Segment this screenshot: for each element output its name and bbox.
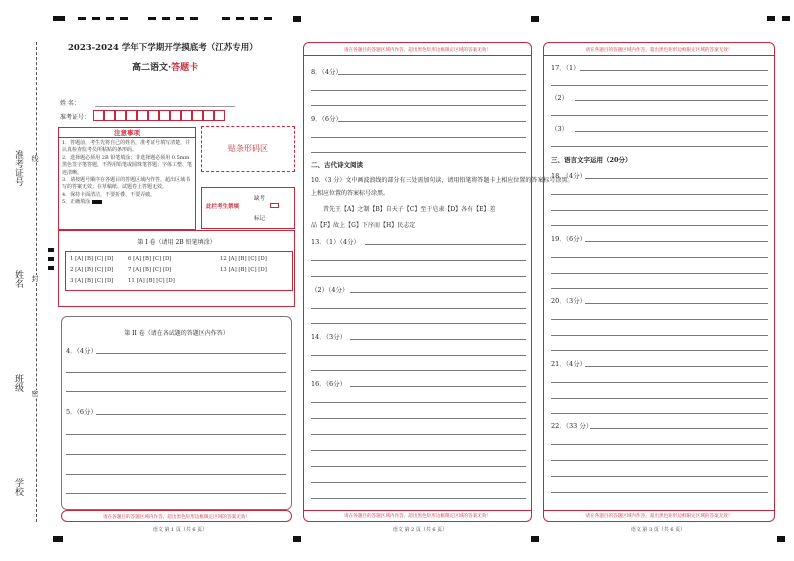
question-10-line1: 10．（3 分）文中画波浪线的部分有三处需加句读，请用铅笔将答题卡上相应位置的答案标号涂黑。 xyxy=(311,177,574,184)
id-digit-box[interactable] xyxy=(181,110,192,121)
page3-panel xyxy=(543,42,775,522)
answer-line[interactable] xyxy=(551,398,768,399)
bubble-q13[interactable]: 13 [A] [B] [C] [D] xyxy=(220,267,267,273)
question-label-13-2: （2）（4分） xyxy=(311,286,349,294)
answer-line[interactable] xyxy=(311,370,526,371)
absent-box xyxy=(201,187,295,229)
side-label-school: 学校 xyxy=(13,478,23,496)
answer-line[interactable] xyxy=(96,414,286,415)
answer-line[interactable] xyxy=(585,366,768,367)
page2-top-note: 请在各题目的答题区域内作答，超出黑色矩形边框限定区域的答案无效！ xyxy=(343,48,491,53)
answer-line[interactable] xyxy=(585,241,768,242)
question-label-19: 19．（6分） xyxy=(551,235,587,243)
bubble-q1[interactable]: 1 [A] [B] [C] [D] xyxy=(70,256,114,262)
timing-mark xyxy=(222,17,230,20)
answer-line[interactable] xyxy=(311,402,526,403)
name-label: 姓 名： xyxy=(60,100,80,107)
question-label-8: 8．（4分） xyxy=(311,68,343,76)
registration-mark xyxy=(293,536,301,542)
question-label-18: 18．（4分） xyxy=(551,172,587,180)
timing-mark xyxy=(190,17,198,20)
absent-col2: 标记 xyxy=(254,216,266,222)
question-10-line2: 上相应位置的答案标号涂黑。 xyxy=(311,190,390,197)
id-digit-box[interactable] xyxy=(93,110,104,121)
question-label-21: 21．（4分） xyxy=(551,360,587,368)
timing-mark xyxy=(236,17,244,20)
registration-mark xyxy=(48,257,54,261)
answer-line[interactable] xyxy=(311,355,526,356)
registration-mark xyxy=(53,16,65,21)
id-digit-box[interactable] xyxy=(192,110,203,121)
answer-line[interactable] xyxy=(66,391,286,392)
notice-item: 1．答题前，考生先将自己的姓名，准考证号填写清楚，并认真检查监考员所粘贴的条形码。 xyxy=(62,140,191,154)
id-digit-box[interactable] xyxy=(137,110,148,121)
answer-line[interactable] xyxy=(551,492,768,493)
question-label-9: 9．（6分） xyxy=(311,115,343,123)
answer-line[interactable] xyxy=(311,434,526,435)
absent-label: 此栏考生禁填 xyxy=(206,204,240,210)
bubble-q7[interactable]: 7 [A] [B] [C] [D] xyxy=(128,267,172,273)
bubble-q12[interactable]: 12 [A] [B] [C] [D] xyxy=(220,256,267,262)
page3-bottom-divider xyxy=(543,510,775,511)
notice-item: 2．选择题必须用 2B 铅笔填涂；非选择题必须用 0.5mm 黑色签字笔答题，不得用铅笔或圆珠笔答题；字体工整、笔迹清晰。 xyxy=(62,154,193,176)
answer-line[interactable] xyxy=(551,413,768,414)
question-label-4: 4．（4分） xyxy=(66,347,98,355)
side-label-line: 线 xyxy=(31,155,39,162)
id-digit-box[interactable] xyxy=(203,110,214,121)
barcode-area xyxy=(201,126,295,172)
answer-line[interactable] xyxy=(551,476,768,477)
question-10-text xyxy=(311,174,574,232)
timing-mark xyxy=(264,17,272,20)
answer-line[interactable] xyxy=(350,339,526,340)
page3-top-note: 请在各题目的答题区域内作答，超出黑色矩形边框限定区域的答案无效！ xyxy=(585,48,733,53)
page1-footer: 语文 第 1 页（共 6 页） xyxy=(152,527,208,533)
registration-mark xyxy=(531,536,539,542)
side-label-name: 姓名 xyxy=(13,270,23,288)
answer-line[interactable] xyxy=(311,450,526,451)
question-label-14: 14．（3分） xyxy=(311,333,347,341)
timing-mark xyxy=(78,17,86,20)
side-label-seal: 封 xyxy=(31,275,39,282)
answer-line[interactable] xyxy=(551,319,768,320)
answer-line[interactable] xyxy=(66,454,286,455)
question-label-22: 22．（33 分） xyxy=(551,422,593,430)
id-digit-box[interactable] xyxy=(126,110,137,121)
barcode-label: 贴条形码区 xyxy=(228,144,268,153)
page3-top-divider xyxy=(543,55,775,56)
question-label-16: 16．（6分） xyxy=(311,380,347,388)
answer-line[interactable] xyxy=(338,121,526,122)
side-label-dense: 密 xyxy=(31,390,39,397)
id-digit-box[interactable] xyxy=(159,110,170,121)
filled-bubble-sample xyxy=(92,200,102,204)
answer-line[interactable] xyxy=(551,273,768,274)
question-label-5: 5．（6分） xyxy=(66,408,98,416)
bubble-q2[interactable]: 2 [A] [B] [C] [D] xyxy=(70,267,114,273)
answer-line[interactable] xyxy=(338,74,526,75)
bubble-q11[interactable]: 11 [A] [B] [C] [D] xyxy=(128,278,175,284)
timing-mark xyxy=(176,17,184,20)
registration-mark xyxy=(293,16,301,22)
registration-mark xyxy=(531,16,539,22)
subtitle-dot: · xyxy=(168,63,172,73)
id-digit-box[interactable] xyxy=(214,110,225,121)
card-subtitle xyxy=(132,60,198,73)
answer-line[interactable] xyxy=(311,152,526,153)
name-field[interactable] xyxy=(95,106,235,107)
exam-title: 2023-2024 学年下学期开学摸底考（江苏专用） xyxy=(68,43,258,53)
answer-line[interactable] xyxy=(575,131,768,132)
section-language: 三、语言文字运用（20分） xyxy=(551,156,632,164)
question-10-passage1: 昔先王【A】之制【B】自天子【C】至于皂隶【D】各有【E】差 xyxy=(323,206,496,213)
answer-line[interactable] xyxy=(311,105,526,106)
page3-footer: 语文 第 3 页（共 6 页） xyxy=(630,527,686,533)
answer-line[interactable] xyxy=(350,292,526,293)
page3-bottom-note: 请在各题目的答题区域内作答，超出黑色矩形边框限定区域的答案无效！ xyxy=(585,514,733,519)
registration-mark xyxy=(782,16,790,21)
notice-title: 注意事项 xyxy=(59,128,195,138)
timing-mark xyxy=(162,17,170,20)
question-label-13-1: 13．（1）（4分） xyxy=(311,238,361,246)
absent-col1: 缺考 xyxy=(254,196,266,202)
binding-line xyxy=(36,42,37,522)
question-label-17-3: （3） xyxy=(551,125,569,133)
answer-line[interactable] xyxy=(311,90,526,91)
answer-line[interactable] xyxy=(551,210,768,211)
notice-item: 3．请按题号顺序在各题目的答题区域内作答，超出区域书写的答案无效；在草稿纸、试题卷上答题无效。 xyxy=(62,177,191,191)
registration-mark xyxy=(53,536,63,542)
timing-mark xyxy=(106,17,114,20)
side-label-id: 准考证号 xyxy=(13,150,23,186)
registration-mark xyxy=(777,536,785,542)
page1-note-strip xyxy=(61,510,292,522)
answer-line[interactable] xyxy=(311,482,526,483)
timing-mark xyxy=(148,17,156,20)
bubble-q6[interactable]: 6 [A] [B] [C] [D] xyxy=(128,256,172,262)
answer-line[interactable] xyxy=(551,382,768,383)
section-classical: 二、古代诗文阅读 xyxy=(311,161,363,169)
answer-line[interactable] xyxy=(66,434,286,435)
id-digit-box[interactable] xyxy=(148,110,159,121)
answer-line[interactable] xyxy=(365,244,526,245)
timing-mark xyxy=(92,17,100,20)
registration-mark xyxy=(767,16,775,21)
answer-line[interactable] xyxy=(311,308,526,309)
answer-line[interactable] xyxy=(575,100,768,101)
answer-line[interactable] xyxy=(585,178,768,179)
answer-line[interactable] xyxy=(551,444,768,445)
answer-line[interactable] xyxy=(311,323,526,324)
question-label-17-2: （2） xyxy=(551,94,569,102)
id-digit-box[interactable] xyxy=(170,110,181,121)
answer-line[interactable] xyxy=(551,146,768,147)
answer-line[interactable] xyxy=(551,85,768,86)
answer-line[interactable] xyxy=(551,225,768,226)
answer-line[interactable] xyxy=(66,474,286,475)
answer-line[interactable] xyxy=(311,418,526,419)
answer-line[interactable] xyxy=(96,353,286,354)
answer-line[interactable] xyxy=(585,303,768,304)
timing-mark xyxy=(250,17,258,20)
id-label: 准考证号： xyxy=(60,114,91,121)
question-10-passage2: 品【F】故上【G】下序而【H】民志定 xyxy=(311,222,416,229)
answer-line[interactable] xyxy=(551,115,768,116)
answer-line[interactable] xyxy=(311,498,526,499)
id-digit-box[interactable] xyxy=(115,110,126,121)
bubble-q3[interactable]: 3 [A] [B] [C] [D] xyxy=(70,278,114,284)
page2-bottom-divider xyxy=(303,510,532,511)
answer-line[interactable] xyxy=(311,276,526,277)
answer-line[interactable] xyxy=(311,137,526,138)
answer-line[interactable] xyxy=(580,70,768,71)
answer-line[interactable] xyxy=(311,466,526,467)
subtitle-subject: 高二语文 xyxy=(132,63,169,73)
answer-line[interactable] xyxy=(551,460,768,461)
question-label-17-1: 17．（1） xyxy=(551,64,580,72)
page2-bottom-note: 请在各题目的答题区域内作答，超出黑色矩形边框限定区域的答案无效！ xyxy=(343,514,491,519)
subtitle-card: 答题卡 xyxy=(171,63,199,73)
timing-mark xyxy=(120,17,128,20)
answer-line[interactable] xyxy=(551,194,768,195)
answer-line[interactable] xyxy=(311,260,526,261)
answer-line[interactable] xyxy=(551,288,768,289)
registration-mark xyxy=(48,266,54,270)
page2-top-divider xyxy=(303,55,532,56)
notice-box xyxy=(58,127,196,230)
part1-title: 第 I 卷（请用 2B 铅笔填涂） xyxy=(137,239,216,246)
answer-line[interactable] xyxy=(551,335,768,336)
side-label-class: 班级 xyxy=(13,374,23,392)
answer-line[interactable] xyxy=(551,257,768,258)
notice-item: 5．正确填涂 xyxy=(62,199,192,206)
absent-mark-box[interactable] xyxy=(270,203,279,208)
part2-title: 第 II 卷（请在各试题的答题区内作答） xyxy=(124,330,229,337)
answer-line[interactable] xyxy=(66,493,286,494)
answer-line[interactable] xyxy=(350,386,526,387)
question-label-20: 20．（3分） xyxy=(551,297,587,305)
answer-line[interactable] xyxy=(590,428,768,429)
id-digit-box[interactable] xyxy=(104,110,115,121)
notice-item: 4．保持卡面清洁，不要折叠、不要弄破。 xyxy=(62,191,156,198)
answer-line[interactable] xyxy=(551,350,768,351)
answer-line[interactable] xyxy=(66,372,286,373)
page1-bottom-note: 请在各题目的答题区域内作答，超出黑色矩形边框限定区域的答案无效！ xyxy=(102,515,250,520)
page2-footer: 语文 第 2 页（共 6 页） xyxy=(392,527,448,533)
registration-mark xyxy=(48,248,54,252)
